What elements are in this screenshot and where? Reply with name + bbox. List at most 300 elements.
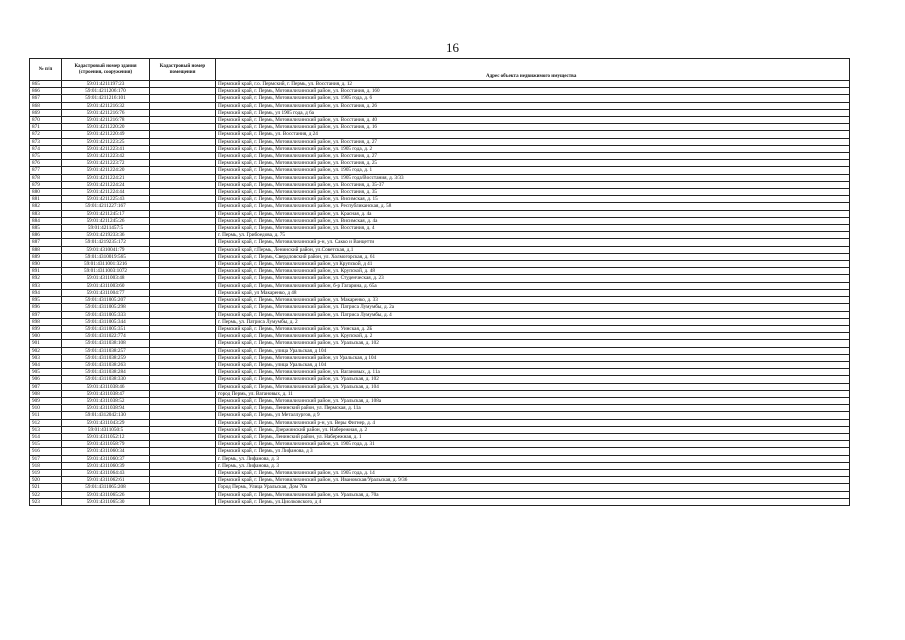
cell-num: 910 [30, 405, 62, 412]
cell-num: 875 [30, 153, 62, 160]
cell-cadastral-building: 59:01:4311005:207 [62, 297, 150, 304]
table-row [30, 484, 850, 491]
cell-cadastral-room [150, 138, 216, 145]
cell-cadastral-building: 59:01:4311038:108 [62, 340, 150, 347]
cell-address: Пермский край, г. Пермь, Мотовилихинский район, ул. Восстания, д. 40 [216, 117, 850, 124]
cell-num: 871 [30, 124, 62, 131]
header-cadastral-room: Кадастровый номер помещения [150, 59, 216, 81]
cell-address: Пермский край, г. Пермь, Мотовилихинский район, ул. Уральская, д. 70а [216, 491, 850, 498]
cell-num: 890 [30, 261, 62, 268]
cell-address: Пермский край, г. Пермь, Мотовилихинский район, ул. Вагановых, д. 11а [216, 369, 850, 376]
cell-address: Пермский край, г. Пермь, Мотовилихинский район, ул. Восстания, д. 4 [216, 225, 850, 232]
cell-address: Пермский край, г. Пермь, Мотовилихинский район, ул. Восстания, д. 16 [216, 124, 850, 131]
page-number: 16 [446, 40, 459, 55]
cell-cadastral-room [150, 225, 216, 232]
table-row [30, 268, 850, 275]
cell-address: Пермский край, г. Пермь, Мотовилихинский район, ул. Уральская, д. 108а [216, 397, 850, 404]
cell-cadastral-building: 59:01:4219233:36 [62, 232, 150, 239]
cell-cadastral-room [150, 261, 216, 268]
cell-address: Пермский край, г. Пермь, ул.Циолковского, д 4 [216, 498, 850, 505]
table-row [30, 160, 850, 167]
cell-address: Пермский край, г. Пермь, Мотовилихинский район, ул. 1905 года, д. 31 [216, 441, 850, 448]
table-row [30, 448, 850, 455]
table-header-row [30, 59, 850, 81]
cell-num: 912 [30, 419, 62, 426]
property-registry-table [29, 58, 850, 506]
cell-cadastral-building: 59:01:4311038:257 [62, 347, 150, 354]
cell-cadastral-room [150, 203, 216, 210]
cell-address: Пермский край, г. Пермь, Мотовилихинский район, ул. Восстания, д. 25 [216, 160, 850, 167]
cell-num: 869 [30, 109, 62, 116]
cell-num: 921 [30, 484, 62, 491]
cell-cadastral-room [150, 347, 216, 354]
cell-cadastral-room [150, 153, 216, 160]
cell-cadastral-building: 59:01:4211223:72 [62, 160, 150, 167]
cell-cadastral-building: 59:01:4211216:101 [62, 95, 150, 102]
cell-cadastral-room [150, 297, 216, 304]
cell-cadastral-building: 59:01:4311064:43 [62, 469, 150, 476]
cell-cadastral-building: 59:01:4211227:167 [62, 203, 150, 210]
table-row [30, 289, 850, 296]
table-row [30, 203, 850, 210]
cell-address: Пермский край, г. Пермь, Мотовилихинский район, ул. 1905 года, д. 14 [216, 469, 850, 476]
cell-cadastral-building: 59:01:4211197:23 [62, 81, 150, 88]
cell-cadastral-room [150, 448, 216, 455]
table-row [30, 390, 850, 397]
cell-address: Пермский край, г. Пермь, улица Уральская, д 104 [216, 347, 850, 354]
table-row [30, 282, 850, 289]
table-row [30, 340, 850, 347]
cell-cadastral-building: 59:01:4310041:79 [62, 246, 150, 253]
table-row [30, 138, 850, 145]
table-row [30, 311, 850, 318]
cell-cadastral-room [150, 383, 216, 390]
cell-address: Пермский край, г. Пермь, Мотовилихинский район, ул. 1905 года, д. 1 [216, 167, 850, 174]
table-row [30, 325, 850, 332]
cell-address: Пермский край, г. Пермь, Мотовилихинский район, ул. Республиканская, д. 58 [216, 203, 850, 210]
table-row [30, 304, 850, 311]
cell-cadastral-building: 59:01:4311038:52 [62, 397, 150, 404]
cell-address: Пермский край, г. Пермь, Мотовилихинский район, ул. Уральская, д. 104 [216, 383, 850, 390]
table-row [30, 383, 850, 390]
cell-num: 913 [30, 426, 62, 433]
cell-cadastral-building: 59:01:4211216:78 [62, 117, 150, 124]
cell-address: г. Пермь, ул. Патриса Лумумбы, д. 2 [216, 318, 850, 325]
cell-cadastral-building: 59:01:4211224:21 [62, 174, 150, 181]
cell-cadastral-room [150, 232, 216, 239]
cell-cadastral-room [150, 361, 216, 368]
cell-cadastral-building: 59:01:4211457:5 [62, 225, 150, 232]
table-row [30, 196, 850, 203]
table-row [30, 124, 850, 131]
cell-cadastral-building: 59:01:4211223:42 [62, 153, 150, 160]
cell-cadastral-room [150, 210, 216, 217]
cell-address: Пермский край, г. Пермь, Мотовилихинский район, ул. Уральская, д. 102 [216, 376, 850, 383]
table-row [30, 477, 850, 484]
cell-address: Пермский край, г. Пермь, Мотовилихинский район, ул. Патриса Лумумбы, д. 2а [216, 304, 850, 311]
cell-cadastral-room [150, 311, 216, 318]
cell-cadastral-room [150, 441, 216, 448]
header-num: № п/п [30, 59, 62, 81]
table-row [30, 246, 850, 253]
cell-cadastral-building: 59:01:4311038:46 [62, 383, 150, 390]
cell-cadastral-building: 59:01:4311001:3216 [62, 261, 150, 268]
cell-cadastral-building: 59:01:4211216:32 [62, 102, 150, 109]
cell-num: 897 [30, 311, 62, 318]
cell-cadastral-building: 59:01:4311062:61 [62, 477, 150, 484]
table-row [30, 239, 850, 246]
cell-address: Пермский край, г. Пермь, Ленинский район, ул. Пермская, д. 11а [216, 405, 850, 412]
table-row [30, 95, 850, 102]
table-row [30, 347, 850, 354]
cell-address: Пермский край, г. Пермь, Мотовилихинский район, ул. Висимская, д. 15 [216, 196, 850, 203]
cell-cadastral-room [150, 433, 216, 440]
cell-cadastral-building: 59:01:4311005:333 [62, 311, 150, 318]
cell-cadastral-room [150, 124, 216, 131]
table-row [30, 397, 850, 404]
cell-num: 917 [30, 455, 62, 462]
cell-cadastral-building: 59:01:4211224:44 [62, 189, 150, 196]
cell-address: Пермский край, г. Пермь, Мотовилихинский район, ул. Студенческая, д. 23 [216, 275, 850, 282]
cell-num: 868 [30, 102, 62, 109]
cell-address: Пермский край, г. Пермь, Мотовилихинский район, ул. Ивановская/Уральская, д. 9/36 [216, 477, 850, 484]
cell-num: 907 [30, 383, 62, 390]
cell-num: 915 [30, 441, 62, 448]
cell-cadastral-room [150, 275, 216, 282]
cell-cadastral-room [150, 196, 216, 203]
cell-num: 878 [30, 174, 62, 181]
cell-cadastral-room [150, 369, 216, 376]
cell-cadastral-building: 59:01:4311038:263 [62, 361, 150, 368]
cell-cadastral-building: 59:01:4311005:344 [62, 318, 150, 325]
table-row [30, 225, 850, 232]
cell-cadastral-room [150, 484, 216, 491]
cell-cadastral-room [150, 217, 216, 224]
cell-cadastral-building: 59:01:4211206:170 [62, 88, 150, 95]
cell-address: Пермский край, г. Пермь, Мотовилихинский р-н, ул. Сакко и Ванцетти [216, 239, 850, 246]
cell-num: 891 [30, 268, 62, 275]
cell-cadastral-building: 59:01:4311005:351 [62, 325, 150, 332]
cell-cadastral-building: 59:01:4311058:79 [62, 441, 150, 448]
cell-cadastral-building: 59:01:4211220:49 [62, 131, 150, 138]
cell-num: 888 [30, 246, 62, 253]
cell-cadastral-building: 59:01:4211245:26 [62, 217, 150, 224]
cell-address: Пермский край, г. Пермь, Мотовилихинский район, ул. Крупской, д. 2 [216, 333, 850, 340]
table-row [30, 498, 850, 505]
table-row [30, 376, 850, 383]
cell-address: Город Пермь, Улица Уральская, Дом 70а [216, 484, 850, 491]
cell-cadastral-room [150, 498, 216, 505]
table-row [30, 297, 850, 304]
cell-cadastral-room [150, 491, 216, 498]
table-row [30, 405, 850, 412]
cell-num: 918 [30, 462, 62, 469]
table-row [30, 433, 850, 440]
cell-cadastral-room [150, 419, 216, 426]
cell-cadastral-room [150, 239, 216, 246]
cell-num: 906 [30, 376, 62, 383]
cell-cadastral-building: 59:01:4211223:25 [62, 138, 150, 145]
cell-cadastral-building: 59:01:4311003:48 [62, 275, 150, 282]
table-row [30, 462, 850, 469]
cell-num: 880 [30, 189, 62, 196]
cell-cadastral-room [150, 477, 216, 484]
cell-address: Пермский край, г. Пермь, Мотовилихинский район, ул. Красная, д. 4а [216, 210, 850, 217]
table-row [30, 189, 850, 196]
cell-num: 866 [30, 88, 62, 95]
cell-address: Пермский край, г. Пермь, Мотовилихинский район, ул. Уинская, д. 2Б [216, 325, 850, 332]
cell-num: 872 [30, 131, 62, 138]
cell-address: Пермский край, г. Пермь, Мотовилихинский район, ул. Уральская, д. 102 [216, 340, 850, 347]
cell-num: 900 [30, 333, 62, 340]
cell-num: 901 [30, 340, 62, 347]
cell-address: Пермский край, г.о. Пермский, г. Пермь, ул. Восстания, д. 12 [216, 81, 850, 88]
cell-cadastral-building: 59:01:4311022:774 [62, 333, 150, 340]
table-row [30, 232, 850, 239]
cell-num: 904 [30, 361, 62, 368]
cell-cadastral-room [150, 462, 216, 469]
cell-num: 877 [30, 167, 62, 174]
table-row [30, 167, 850, 174]
table-row [30, 253, 850, 260]
cell-cadastral-building: 59:01:4311038:47 [62, 390, 150, 397]
cell-cadastral-room [150, 109, 216, 116]
table-row [30, 419, 850, 426]
cell-cadastral-room [150, 181, 216, 188]
table-row [30, 318, 850, 325]
cell-address: Пермский край, г. Пермь, Ленинский район, ул. Набережная, д. 1 [216, 433, 850, 440]
cell-address: Пермский край, г. Пермь, Мотовилихинский район, ул. Восстания, д. 27 [216, 138, 850, 145]
table-row [30, 426, 850, 433]
cell-cadastral-building: 59:01:4311038:330 [62, 376, 150, 383]
cell-num: 879 [30, 181, 62, 188]
table-row [30, 361, 850, 368]
cell-cadastral-building: 59:01:4311003:60 [62, 282, 150, 289]
table-row [30, 217, 850, 224]
cell-address: Пермский край, г.Пермь, Ленинский район, ул.Советская, д.1 [216, 246, 850, 253]
cell-cadastral-building: 59:01:4311065:30 [62, 498, 150, 505]
cell-num: 905 [30, 369, 62, 376]
cell-cadastral-building: 59:01:4311038:284 [62, 369, 150, 376]
cell-cadastral-room [150, 174, 216, 181]
cell-num: 919 [30, 469, 62, 476]
table-row [30, 369, 850, 376]
cell-num: 876 [30, 160, 62, 167]
cell-num: 895 [30, 297, 62, 304]
cell-cadastral-building: 59:01:4311004:77 [62, 289, 150, 296]
cell-cadastral-building: 59:01:4211224:20 [62, 167, 150, 174]
cell-cadastral-room [150, 268, 216, 275]
cell-num: 893 [30, 282, 62, 289]
table-row [30, 333, 850, 340]
table-row [30, 491, 850, 498]
cell-num: 914 [30, 433, 62, 440]
cell-address: Пермский край, г. Пермь, Мотовилихинский район, ул Уральская, д 104 [216, 354, 850, 361]
cell-address: г. Пермь, ул. Лифанова, д. 3 [216, 455, 850, 462]
cell-num: 896 [30, 304, 62, 311]
cell-cadastral-room [150, 102, 216, 109]
cell-num: 894 [30, 289, 62, 296]
cell-num: 867 [30, 95, 62, 102]
cell-num: 870 [30, 117, 62, 124]
cell-num: 911 [30, 412, 62, 419]
cell-cadastral-room [150, 131, 216, 138]
cell-num: 898 [30, 318, 62, 325]
cell-cadastral-building: 59:01:4310019:565 [62, 253, 150, 260]
cell-num: 883 [30, 210, 62, 217]
table-row [30, 455, 850, 462]
cell-address: Пермский край, г. Пермь, Дзержинский район, ул. Набережная, д. 2 [216, 426, 850, 433]
cell-address: Пермский край, г. Пермь, ул Металлургов, д 9 [216, 412, 850, 419]
cell-cadastral-building: 59:01:4311038:259 [62, 354, 150, 361]
cell-num: 923 [30, 498, 62, 505]
cell-num: 909 [30, 397, 62, 404]
cell-cadastral-building: 59:01:4211225:43 [62, 196, 150, 203]
cell-num: 889 [30, 253, 62, 260]
cell-address: Пермский край, г. Пермь, Мотовилихинский район, ул. 1905 года/Восстания, д. 3/33 [216, 174, 850, 181]
cell-cadastral-room [150, 246, 216, 253]
cell-address: Пермский край, г. Пермь, Мотовилихинский район, ул. Патриса Лумумбы, д. 4 [216, 311, 850, 318]
cell-num: 892 [30, 275, 62, 282]
cell-address: Пермский край, г. Пермь, Свердловский район, ул. Холмогорская, д. 61 [216, 253, 850, 260]
cell-address: г. Пермь, ул. Лифанова, д. 3 [216, 462, 850, 469]
cell-cadastral-building: 59:01:4311060:34 [62, 448, 150, 455]
table-row [30, 88, 850, 95]
cell-address: Пермский край, г. Пермь, Мотовилихинский район, ул. Восстания, д. 27 [216, 153, 850, 160]
cell-cadastral-room [150, 405, 216, 412]
cell-cadastral-room [150, 354, 216, 361]
cell-cadastral-building: 59:01:4311050:5 [62, 426, 150, 433]
cell-num: 865 [30, 81, 62, 88]
cell-address: Пермский край, г. Пермь, Мотовилихинский район, ул. 1905 года, д. 6 [216, 95, 850, 102]
cell-num: 873 [30, 138, 62, 145]
cell-cadastral-room [150, 397, 216, 404]
cell-address: Пермский край, ул Макаренко, д 48 [216, 289, 850, 296]
table-row [30, 145, 850, 152]
cell-cadastral-room [150, 81, 216, 88]
cell-cadastral-building: 59:01:4311052:12 [62, 433, 150, 440]
cell-num: 916 [30, 448, 62, 455]
cell-cadastral-building: 59:01:4311003:1072 [62, 268, 150, 275]
cell-cadastral-room [150, 189, 216, 196]
cell-cadastral-building: 59:01:4211223:41 [62, 145, 150, 152]
cell-num: 886 [30, 232, 62, 239]
cell-address: Пермский край, г. Пермь, улица Уральская, д 104 [216, 361, 850, 368]
cell-cadastral-room [150, 253, 216, 260]
cell-address: Пермский край, г. Пермь, Мотовилихинский район, ул. Восстания, д. 35 [216, 189, 850, 196]
cell-num: 874 [30, 145, 62, 152]
cell-cadastral-building: 59:01:4311043:29 [62, 419, 150, 426]
cell-cadastral-building: 59:01:4211224:24 [62, 181, 150, 188]
table-row [30, 441, 850, 448]
cell-address: Пермский край, г. Пермь, Мотовилихинский район, ул. Макаренко, д. 33 [216, 297, 850, 304]
cell-cadastral-room [150, 412, 216, 419]
cell-cadastral-room [150, 88, 216, 95]
cell-cadastral-building: 59:01:4311065:26 [62, 491, 150, 498]
cell-cadastral-room [150, 304, 216, 311]
cell-address: Пермский край, г. Пермь, Мотовилихинский район, б-р Гагарина, д. 65а [216, 282, 850, 289]
cell-cadastral-room [150, 117, 216, 124]
cell-cadastral-building: 59:01:4211245:17 [62, 210, 150, 217]
cell-address: Пермский край, г. Пермь, Мотовилихинский район, ул. Восстания, д. 35-37 [216, 181, 850, 188]
table-row [30, 210, 850, 217]
table-row [30, 174, 850, 181]
cell-cadastral-room [150, 340, 216, 347]
cell-cadastral-room [150, 160, 216, 167]
cell-cadastral-building: 59:01:4311060:39 [62, 462, 150, 469]
cell-cadastral-room [150, 325, 216, 332]
table-row [30, 354, 850, 361]
cell-cadastral-room [150, 95, 216, 102]
cell-cadastral-building: 59:01:4219235:172 [62, 239, 150, 246]
header-cadastral-building: Кадастровый номер здания (строения, сооружения) [62, 59, 150, 81]
cell-cadastral-building: 59:01:4311065:208 [62, 484, 150, 491]
cell-num: 884 [30, 217, 62, 224]
table-row [30, 153, 850, 160]
cell-num: 881 [30, 196, 62, 203]
cell-address: город Пермь, ул. Вагановых, д. 11 [216, 390, 850, 397]
cell-cadastral-room [150, 455, 216, 462]
table-row [30, 109, 850, 116]
table-row [30, 412, 850, 419]
cell-address: Пермский край, г. Пермь, Мотовилихинский район, ул. Восстания, д. 160 [216, 88, 850, 95]
cell-cadastral-room [150, 318, 216, 325]
table-row [30, 275, 850, 282]
cell-address: Пермский край, г. Пермь, ул. Восстания, д 24 [216, 131, 850, 138]
table-row [30, 261, 850, 268]
cell-num: 887 [30, 239, 62, 246]
cell-cadastral-room [150, 145, 216, 152]
cell-address: Пермский край, г. Пермь, Мотовилихинский район, ул. Крупской, д. 48 [216, 268, 850, 275]
table-row [30, 102, 850, 109]
cell-address: г. Пермь, ул. Грибоедова, д. 75 [216, 232, 850, 239]
table-body [30, 81, 850, 506]
cell-cadastral-room [150, 390, 216, 397]
header-address: Адрес объекта недвижимого имущества [216, 59, 850, 81]
cell-cadastral-room [150, 289, 216, 296]
cell-cadastral-room [150, 376, 216, 383]
cell-cadastral-building: 59:01:4312042:130 [62, 412, 150, 419]
cell-cadastral-building: 59:01:4211216:76 [62, 109, 150, 116]
table-row [30, 81, 850, 88]
cell-cadastral-room [150, 469, 216, 476]
cell-num: 885 [30, 225, 62, 232]
cell-address: Пермский край, г. Пермь, Мотовилихинский район, ул. Висимская, д. 4а [216, 217, 850, 224]
cell-num: 922 [30, 491, 62, 498]
table-row [30, 131, 850, 138]
table-row [30, 117, 850, 124]
cell-cadastral-room [150, 167, 216, 174]
cell-cadastral-room [150, 282, 216, 289]
cell-cadastral-building: 59:01:4311060:37 [62, 455, 150, 462]
cell-num: 903 [30, 354, 62, 361]
cell-address: Пермский край, г. Пермь, Мотовилихинский район, ул Крупской, д 41 [216, 261, 850, 268]
cell-num: 902 [30, 347, 62, 354]
cell-num: 899 [30, 325, 62, 332]
table-row [30, 469, 850, 476]
cell-num: 920 [30, 477, 62, 484]
cell-address: Пермский край, г. Пермь, Мотовилихинский район, ул. Восстания, д. 26 [216, 102, 850, 109]
cell-address: Пермский край, г. Пермь, Мотовилихинский район, ул. 1905 года, д. 2 [216, 145, 850, 152]
cell-cadastral-building: 59:01:4311005:298 [62, 304, 150, 311]
cell-cadastral-building: 59:01:4311038:94 [62, 405, 150, 412]
cell-address: Пермский край, г. Пермь, ул Лифанова, д 3 [216, 448, 850, 455]
cell-num: 908 [30, 390, 62, 397]
table-row [30, 181, 850, 188]
cell-address: Пермский край, г. Пермь, Мотовилихинский р-н, ул. Веры Фигнер, д. 4 [216, 419, 850, 426]
cell-address: Пермский край, г. Пермь, ул 1905 года, д 6а [216, 109, 850, 116]
cell-cadastral-room [150, 333, 216, 340]
